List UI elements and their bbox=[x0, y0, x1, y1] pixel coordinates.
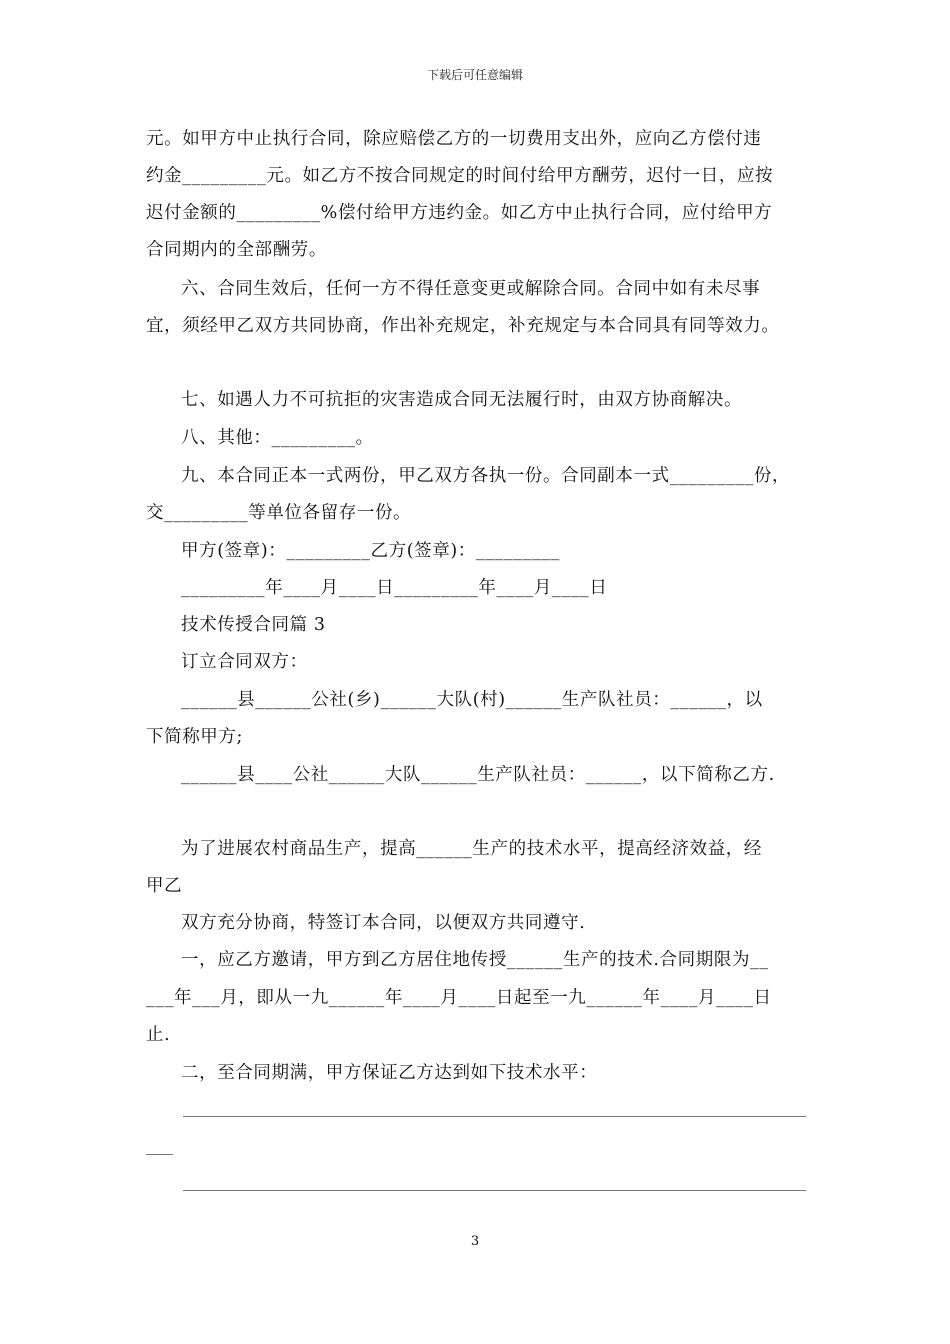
text-line: 元。如甲方中止执行合同，除应赔偿乙方的一切费用支出外，应向乙方偿付违 bbox=[146, 129, 762, 149]
text-line: 双方充分协商，特签订本合同，以便双方共同遵守. bbox=[181, 913, 586, 933]
blank-fill-line bbox=[146, 1154, 173, 1155]
section-heading: 技术传授合同篇 3 bbox=[181, 615, 326, 635]
text-line: 七、如遇人力不可抗拒的灾害造成合同无法履行时，由双方协商解决。 bbox=[181, 390, 743, 410]
page-header: 下载后可任意编辑 bbox=[426, 68, 523, 82]
text-line: 二，至合同期满，甲方保证乙方达到如下技术水平： bbox=[181, 1063, 598, 1083]
text-line: 约金_________元。如乙方不按合同规定的时间付给甲方酬劳，迟付一日，应按 bbox=[146, 166, 774, 186]
text-line: ___年___月，即从一九______年____月____日起至一九______年____月____日 bbox=[146, 988, 772, 1008]
text-line: 交_________等单位各留存一份。 bbox=[146, 503, 412, 523]
text-line: 甲乙 bbox=[146, 876, 183, 896]
text-line: ______县______公社(乡)______大队(村)______生产队社员：______，以 bbox=[181, 690, 763, 710]
text-line: 九、本合同正本一式两份，甲乙双方各执一份。合同副本一式_________份， bbox=[181, 466, 791, 486]
text-line: 一，应乙方邀请，甲方到乙方居住地传授______生产的技术.合同期限为__ bbox=[181, 950, 769, 970]
text-line: 为了进展农村商品生产，提高______生产的技术水平，提高经济效益，经 bbox=[181, 839, 762, 859]
blank-fill-line bbox=[183, 1190, 806, 1191]
text-line: 止. bbox=[146, 1025, 171, 1045]
text-line: ______县____公社______大队______生产队社员：______，以下简称乙方. bbox=[181, 765, 775, 785]
text-line: 八、其他：_________。 bbox=[181, 428, 374, 448]
text-line: 下简称甲方; bbox=[146, 727, 243, 747]
signature-line: 甲方(签章)：_________乙方(签章)：_________ bbox=[181, 541, 561, 561]
text-line: 迟付金额的_________%偿付给甲方违约金。如乙方中止执行合同，应付给甲方 bbox=[146, 203, 773, 223]
blank-fill-line bbox=[183, 1116, 806, 1117]
text-line: 合同期内的全部酬劳。 bbox=[146, 240, 327, 260]
text-line: 订立合同双方： bbox=[181, 652, 308, 672]
date-line: _________年____月____日_________年____月____日 bbox=[181, 578, 608, 598]
text-line: 六、合同生效后，任何一方不得任意变更或解除合同。合同中如有未尽事 bbox=[181, 279, 761, 299]
text-line: 宜，须经甲乙双方共同协商，作出补充规定，补充规定与本合同具有同等效力。 bbox=[146, 316, 780, 336]
page-number: 3 bbox=[470, 1234, 480, 1249]
